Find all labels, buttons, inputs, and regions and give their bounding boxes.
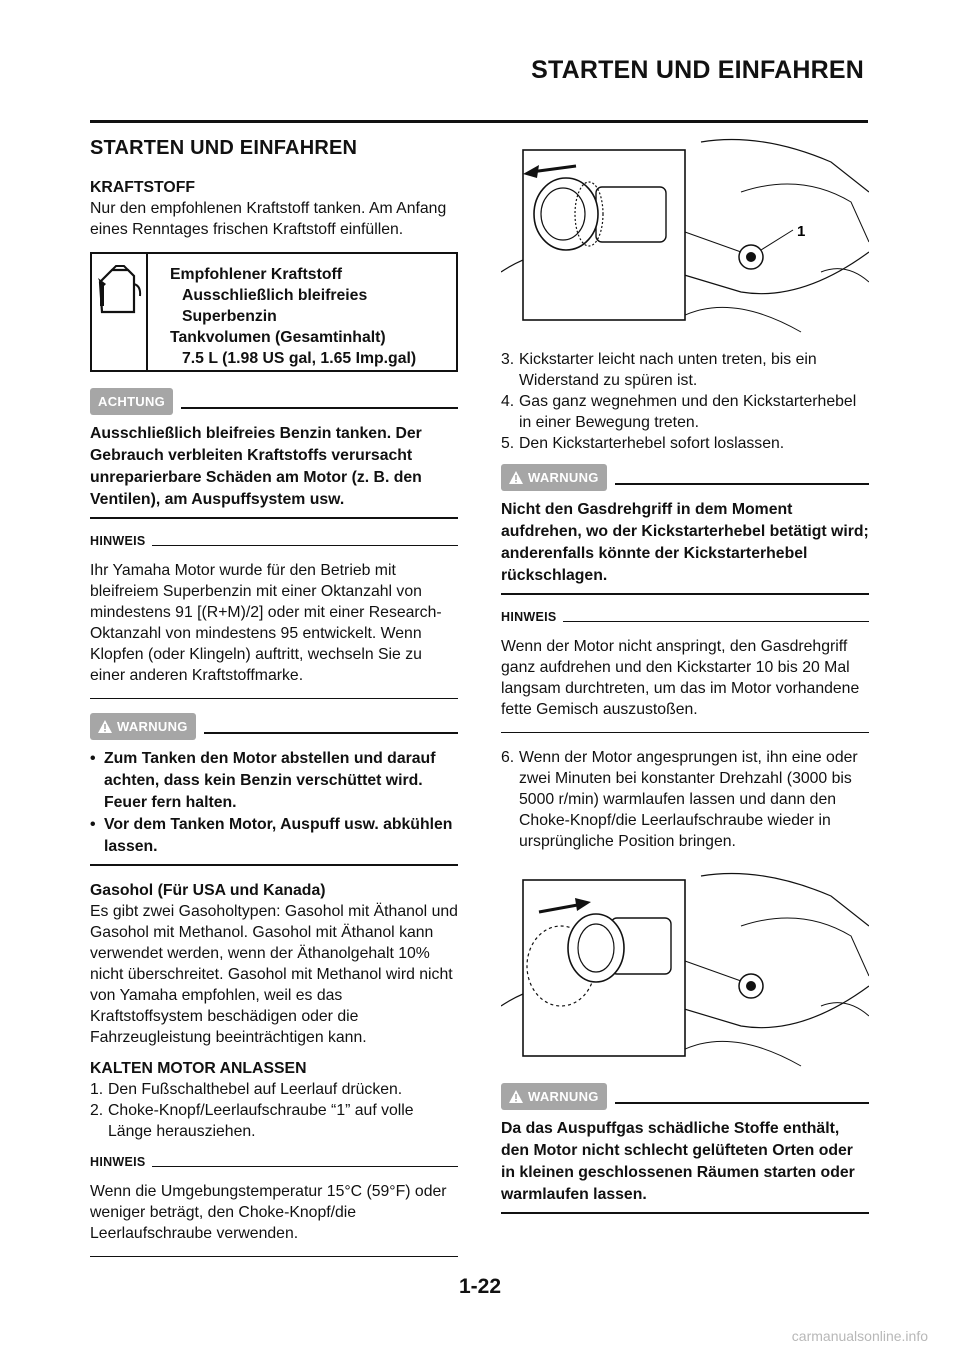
warmup-step	[501, 747, 869, 852]
warnung-label-1: WARNUNG	[117, 719, 188, 734]
kraftstoff-intro: Nur den empfohlenen Kraftstoff tanken. Am Anfang eines Renntages frischen Kraftstoff einfüllen.	[90, 200, 447, 238]
list-item: • Vor dem Tanken Motor, Auspuff usw. abkühlen lassen.	[90, 816, 453, 855]
kalten-motor-title: KALTEN MOTOR ANLASSEN	[90, 1060, 307, 1077]
warning-triangle-icon	[98, 720, 112, 733]
hinweis-end-rule-2	[90, 1256, 458, 1257]
warnung-label-2: WARNUNG	[528, 470, 599, 485]
spec-label-fuel: Empfohlener Kraftstoff	[170, 266, 343, 283]
hinweis-label-1: HINWEIS	[90, 534, 146, 548]
hinweis-rule-1	[152, 545, 458, 546]
hinweis-rule-2	[152, 1166, 458, 1167]
list-item: 4. Gas ganz wegnehmen und den Kickstarterhebel in einer Bewegung treten.	[501, 393, 857, 431]
achtung-end-rule	[90, 517, 458, 519]
kalten-motor-steps	[90, 1079, 458, 1142]
warnung-rule-1	[204, 732, 458, 734]
kraftstoff-title: KRAFTSTOFF	[90, 179, 196, 196]
warnung-end-rule-3	[501, 1212, 869, 1214]
right-column	[501, 132, 869, 1226]
section-title: STARTEN UND EINFAHREN	[90, 137, 358, 159]
list-item: 1. Den Fußschalthebel auf Leerlauf drücken.	[90, 1081, 403, 1098]
gasohol-title: Gasohol (Für USA und Kanada)	[90, 882, 326, 899]
warnung-tag-3	[501, 1083, 607, 1110]
warnung-header-3	[501, 1083, 869, 1110]
hinweis-end-rule-3	[501, 732, 869, 733]
list-item: 3. Kickstarter leicht nach unten treten, bis ein Widerstand zu spüren ist.	[501, 351, 817, 389]
page-header-title: STARTEN UND EINFAHREN	[531, 56, 864, 84]
warnung-text-2: Nicht den Gasdrehgriff in dem Moment aufdrehen, wo der Kickstarterhebel betätigt wird; anderenfalls könnte der Kickstarterhebel rückschlagen.	[501, 501, 869, 584]
list-item: • Zum Tanken den Motor abstellen und darauf achten, dass kein Benzin verschüttet wird. Feuer fern halten.	[90, 750, 436, 811]
warnung-rule-3	[615, 1102, 869, 1104]
gasohol-text: Es gibt zwei Gasoholtypen: Gasohol mit Äthanol und Gasohol mit Methanol. Gasohol mit Äthanol kann verwendet werden, wenn der Äthanolgehalt 10% nicht überschreitet. Gasohol mit Methanol wird nicht von Yamaha empfohlen, weil es das Kraftstoffsystem beschädigen oder die Fahrzeugleistung beeinträchtigen kann.	[90, 903, 458, 1046]
fuel-spec-text	[148, 254, 456, 370]
warnung-end-rule-1	[90, 864, 458, 866]
hinweis-label-3: HINWEIS	[501, 610, 557, 624]
page-number: 1-22	[458, 1275, 502, 1298]
hinweis-header-1	[90, 531, 458, 552]
warnung-list-1	[90, 748, 458, 858]
watermark-text: carmanualsonline.info	[791, 1328, 928, 1344]
hinweis-text-1: Ihr Yamaha Motor wurde für den Betrieb mit bleifreiem Superbenzin mit einer Oktanzahl von mindestens 91 [(R+M)/2] oder mit einer Research-Oktanzahl von mindestens 95 entwickelt. Wenn Klopfen (oder Klingeln) auftritt, wechseln Sie zu einer anderen Kraftstoffmarke.	[90, 562, 442, 684]
spec-value-tank: 7.5 L (1.98 US gal, 1.65 Imp.gal)	[182, 350, 417, 367]
warnung-rule-2	[615, 483, 869, 485]
spec-value-fuel: Ausschließlich bleifreies Superbenzin	[182, 287, 368, 325]
left-column	[90, 132, 458, 1271]
warnung-tag-2	[501, 464, 607, 491]
fuel-spec-box	[90, 252, 458, 372]
achtung-rule	[181, 407, 458, 409]
kickstart-steps	[501, 349, 869, 454]
fuel-can-icon	[92, 254, 148, 370]
warnung-tag-1	[90, 713, 196, 740]
hinweis-end-rule-1	[90, 698, 458, 699]
achtung-header	[90, 388, 458, 415]
warnung-header-2	[501, 464, 869, 491]
choke-push-illustration	[501, 866, 869, 1071]
warnung-header-1	[90, 713, 458, 740]
achtung-label: ACHTUNG	[90, 388, 173, 415]
warnung-text-3: Da das Auspuffgas schädliche Stoffe enthält, den Motor nicht schlecht gelüfteten Orten oder in kleinen geschlossenen Räumen starten oder warmlaufen lassen.	[501, 1120, 855, 1203]
warning-triangle-icon	[509, 1090, 523, 1103]
list-item: 5. Den Kickstarterhebel sofort loslassen.	[501, 435, 785, 452]
warnung-end-rule-2	[501, 593, 869, 595]
hinweis-text-3: Wenn der Motor nicht anspringt, den Gasdrehgriff ganz aufdrehen und den Kickstarter 10 bis 20 Mal langsam durchtreten, um das im Motor vorhandene fette Gemisch auszustoßen.	[501, 638, 860, 718]
hinweis-label-2: HINWEIS	[90, 1155, 146, 1169]
warnung-label-3: WARNUNG	[528, 1089, 599, 1104]
callout-number-1: 1	[797, 223, 806, 240]
hinweis-header-2	[90, 1152, 458, 1173]
header-rule	[90, 120, 868, 123]
warning-triangle-icon	[509, 471, 523, 484]
achtung-text: Ausschließlich bleifreies Benzin tanken. Der Gebrauch verbleiten Kraftstoffs verursacht unreparierbare Schäden am Motor (z. B. den Ventilen), am Auspuffsystem usw.	[90, 425, 422, 508]
list-item: 2. Choke-Knopf/Leerlaufschraube “1” auf volle Länge herausziehen.	[90, 1102, 414, 1140]
hinweis-header-3	[501, 607, 869, 628]
choke-pull-illustration	[501, 132, 869, 337]
hinweis-rule-3	[563, 621, 869, 622]
spec-label-tank: Tankvolumen (Gesamtinhalt)	[170, 329, 386, 346]
hinweis-text-2: Wenn die Umgebungstemperatur 15°C (59°F) oder weniger beträgt, den Choke-Knopf/die Leerlaufschraube verwenden.	[90, 1183, 447, 1242]
list-item: 6. Wenn der Motor angesprungen ist, ihn eine oder zwei Minuten bei konstanter Drehzahl (3000 bis 5000 r/min) warmlaufen lassen und dann den Choke-Knopf/die Leerlaufschraube wieder in ursprüngliche Position bringen.	[501, 749, 858, 850]
